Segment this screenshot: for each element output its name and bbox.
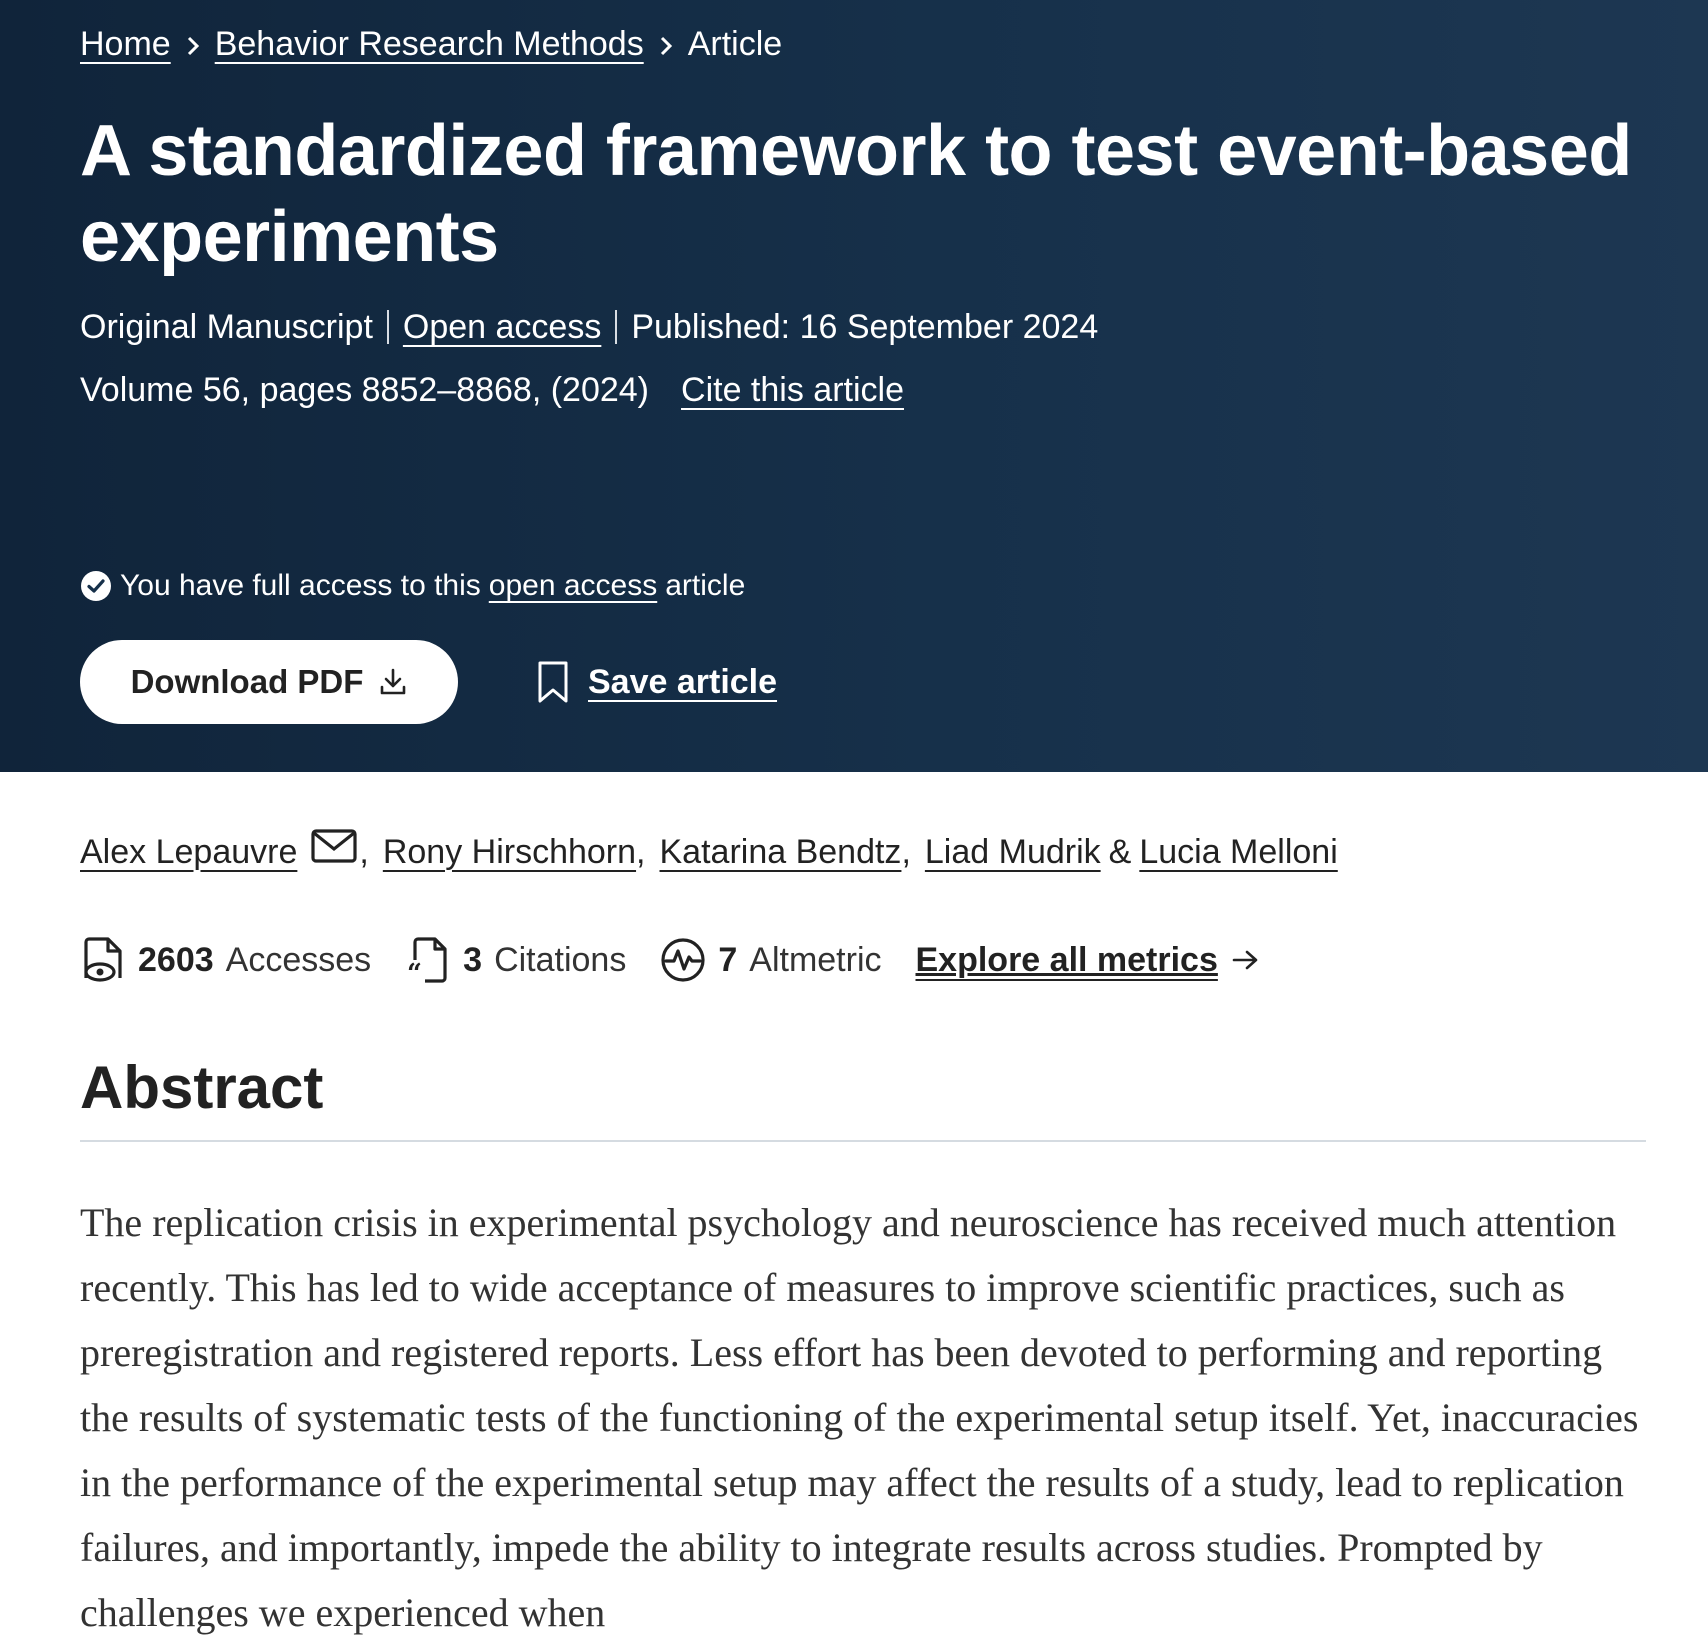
article-metrics <box>80 936 1260 984</box>
author-link[interactable]: Lucia Melloni <box>1139 832 1338 871</box>
author-separator: , <box>359 832 369 871</box>
divider <box>615 310 617 344</box>
altmetric-icon <box>660 937 706 983</box>
altmetric-metric <box>660 937 881 983</box>
altmetric-label: Altmetric <box>749 941 882 979</box>
chevron-right-icon <box>171 22 215 66</box>
published-date: Published: 16 September 2024 <box>631 308 1099 346</box>
explore-metrics-link[interactable] <box>916 938 1260 982</box>
arrow-right-icon <box>1232 949 1260 971</box>
open-access-link[interactable]: Open access <box>402 308 602 346</box>
accesses-metric <box>80 936 371 984</box>
document-quote-icon <box>405 936 451 984</box>
download-pdf-button[interactable] <box>80 640 458 724</box>
access-note <box>80 566 745 606</box>
author-separator: , <box>901 832 911 871</box>
divider <box>387 310 389 344</box>
article-meta <box>80 305 1098 349</box>
svg-text:“: “ <box>407 959 423 984</box>
author-link[interactable]: Alex Lepauvre <box>80 832 298 871</box>
author-link[interactable]: Liad Mudrik <box>924 832 1101 871</box>
article-header <box>0 0 1708 772</box>
download-icon <box>379 667 407 697</box>
breadcrumb-journal-link[interactable]: Behavior Research Methods <box>214 25 644 63</box>
cite-article-link[interactable]: Cite this article <box>681 371 904 409</box>
access-note-suffix: article <box>665 569 746 602</box>
section-divider <box>80 1140 1646 1142</box>
author-link[interactable]: Katarina Bendtz <box>659 832 902 871</box>
abstract-text: The replication crisis in experimental psychology and neuroscience has received much attention recently. This has led to wide acceptance of measures to improve scientific practices, such as preregistration and registered reports. Less effort has been devoted to performing and reporting the results of systematic tests of the functioning of the experimental setup itself. Yet, inaccuracies in the performance of the experimental setup may affect the results of a study, lead to replication failures, and importantly, impede the ability to integrate results across studies. Prompted by challenges we experienced when <box>80 1200 1639 1635</box>
breadcrumb <box>80 22 782 66</box>
citations-metric <box>405 936 626 984</box>
breadcrumb-current: Article <box>687 25 783 63</box>
altmetric-count: 7 <box>718 941 738 979</box>
accesses-count: 2603 <box>138 941 214 979</box>
bookmark-icon <box>536 660 570 704</box>
citations-label: Citations <box>494 941 627 979</box>
author-link[interactable]: Rony Hirschhorn <box>382 832 637 871</box>
citations-count: 3 <box>463 941 483 979</box>
chevron-right-icon <box>644 22 688 66</box>
mail-icon[interactable] <box>311 828 357 875</box>
access-note-open-access-link[interactable]: open access <box>488 569 658 602</box>
explore-metrics-label: Explore all metrics <box>915 941 1218 979</box>
save-article-button[interactable] <box>536 660 777 704</box>
save-article-label: Save article <box>588 662 778 701</box>
document-eye-icon <box>80 936 126 984</box>
volume-info: Volume 56, pages 8852–8868, (2024) <box>80 371 650 409</box>
abstract-heading: Abstract <box>80 1054 324 1121</box>
breadcrumb-home-link[interactable]: Home <box>80 25 171 63</box>
check-circle-icon <box>80 570 112 602</box>
download-pdf-label: Download PDF <box>130 663 364 700</box>
author-conjunction: & <box>1108 832 1132 871</box>
article-actions <box>80 640 777 724</box>
access-note-prefix: You have full access to this <box>120 569 481 602</box>
author-list <box>80 828 1338 875</box>
article-type: Original Manuscript <box>80 308 373 346</box>
article-volume-row <box>80 368 904 412</box>
accesses-label: Accesses <box>225 941 372 979</box>
article-title: A standardized framework to test event-based experiments <box>80 111 1632 277</box>
author-separator: , <box>636 832 646 871</box>
